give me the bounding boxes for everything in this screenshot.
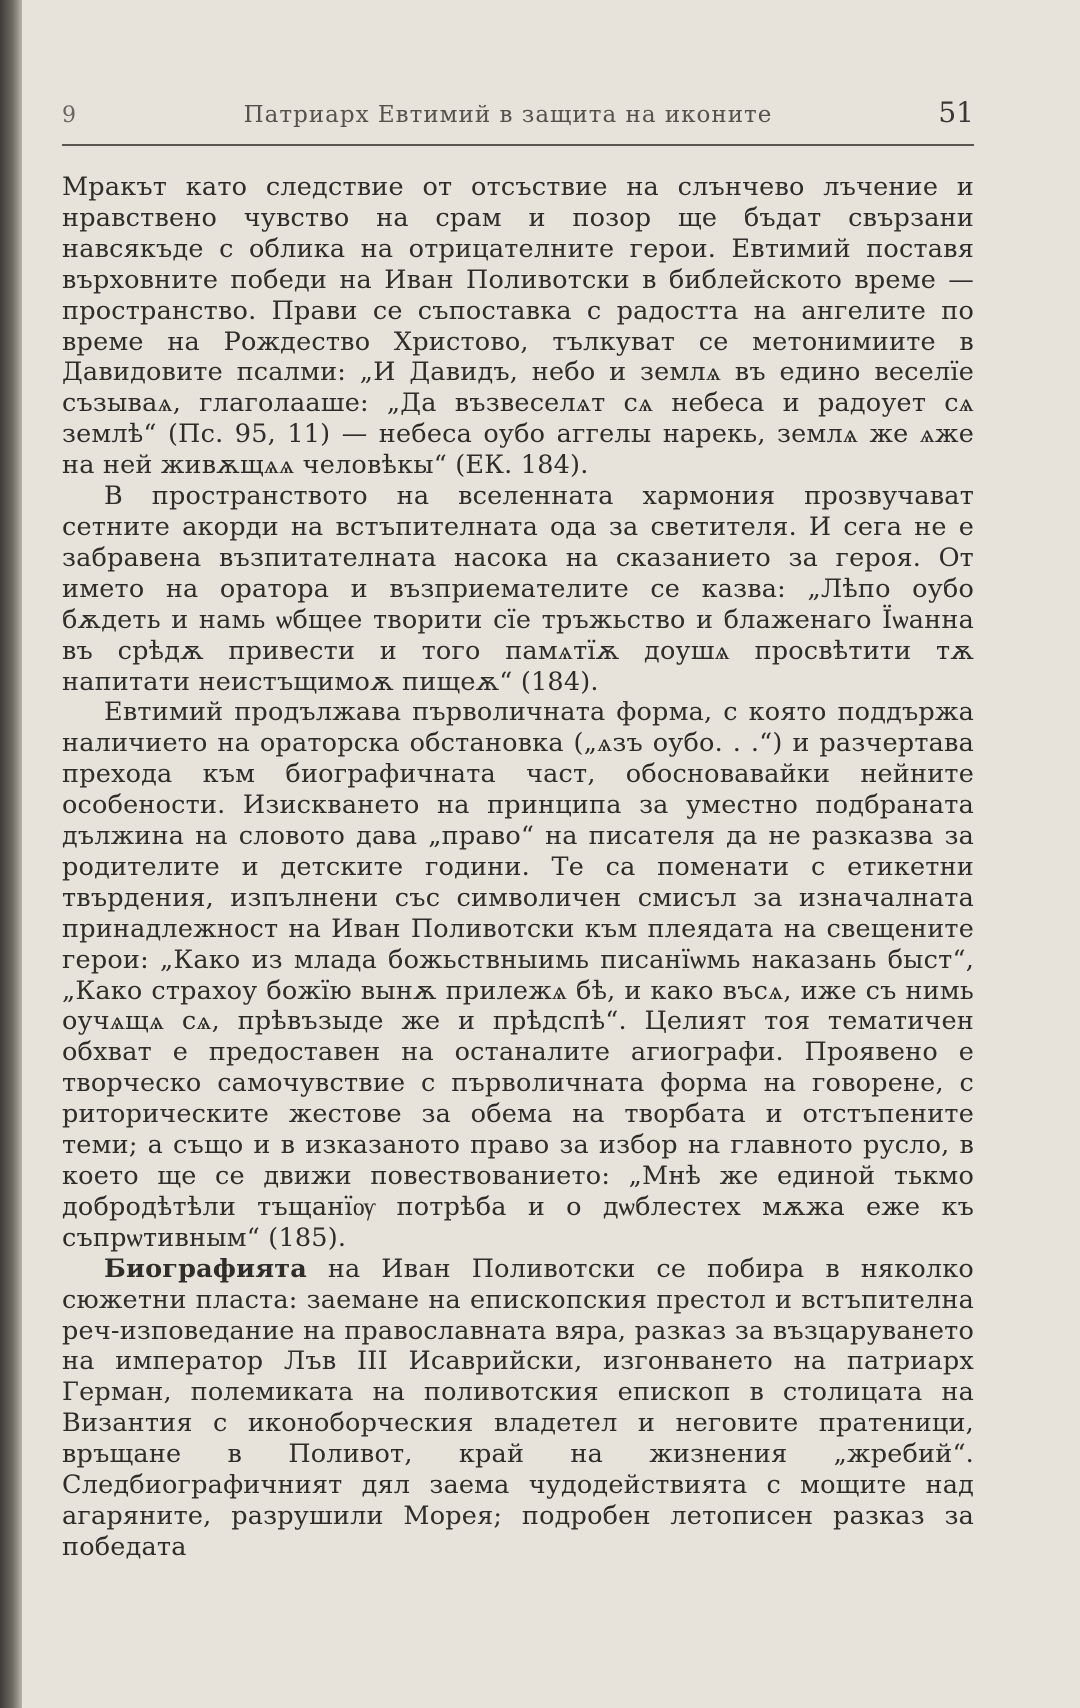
paragraph-4 bbox=[62, 1254, 974, 1563]
header-rule bbox=[62, 144, 974, 146]
page-header bbox=[62, 96, 974, 134]
paragraph-4-lead: Биографията bbox=[104, 1253, 307, 1284]
book-page bbox=[62, 96, 974, 1563]
paragraph-3 bbox=[62, 697, 974, 1253]
paragraph-1 bbox=[62, 172, 974, 481]
paragraph-2-text: В пространството на вселенната хармония прозвучават сетните акорди на встъпителната ода за светителя. И сега не е забравена възпитателната насока на сказанието за героя. От името на оратора и възприемателите се казва: „Лѣпо оубо бѫдеть и намь ѡбщее творити сїе тръжьство и блаженаго Їѡанна въ срѣдѫ привести и того памѧтїѫ доушѧ просвѣтити тѫ напитати неистъщимоѫ пищеѫ“ (184). bbox=[62, 481, 974, 697]
signature-mark: 9 bbox=[62, 103, 76, 128]
paragraph-1-text: Мракът като следствие от отсъствие на слънчево лъчение и нравствено чувство на срам и позор ще бъдат свързани навсякъде с облика на отрицателните герои. Евтимий поставя върховните победи на Иван Поливотски в библейското време — пространство. Прави се съпоставка с радостта на ангелите по време на Рождество Христово, тълкуват се метонимиите в Давидовите псалми: „И Давидъ, небо и землѧ въ едино веселїе съзываѧ, глаголааше: „Да възвеселѧт сѧ небеса и радоует сѧ землѣ“ (Пс. 95, 11) — небеса оубо аггелы нарекь, землѧ же ѧже на ней живѫщѧѧ человѣкы“ (ЕК. 184). bbox=[62, 172, 974, 481]
body-text bbox=[62, 172, 974, 1563]
page-number: 51 bbox=[938, 96, 974, 129]
book-spine-shadow bbox=[0, 0, 22, 1708]
paragraph-4-text: на Иван Поливотски се побира в няколко сюжетни пласта: заемане на епископския престол и встъпителна реч-изповедание на православната вяра, разказ за възцаруването на император Лъв III Исаврийски, изгонването на патриарх Герман, полемиката на поливотския епископ в столицата на Византия с иконоборческия владетел и неговите пратеници, връщане в Поливот, край на жизнения „жребий“. Следбиографичният дял заема чудодействията с мощите над агаряните, разрушили Морея; подробен летописен разказ за победата bbox=[62, 1253, 974, 1562]
paragraph-3-text: Евтимий продължава първоличната форма, с която поддържа наличието на ораторска обстановка („ѧзъ оубо. . .“) и разчертава прехода към биографичната част, обосновавайки нейните особености. Изискването на принципа за уместно подбраната дължина на словото дава „право“ на писателя да не разказва за родителите и детските години. Те са поменати с етикетни твърдения, изпълнени със символичен смисъл за изначалната принадлежност на Иван Поливотски към плеядата на свещените герои: „Како из млада божьствныимь писанїѡмь наказань быст“, „Како страхоу божїю вынѫ прилежѧ бѣ, и како въсѧ, иже съ нимь оучѧщѧ сѧ, прѣвъзыде же и прѣдспѣ“. Целият тоя тематичен обхват е предоставен на останалите агиографи. Проявено е творческо самочувствие с първоличната форма на говорене, с риторическите жестове за обема на творбата и отстъпените теми; а също и в изказаното право за избор на главното русло, в което ще се движи повествованието: „Мнѣ же единой тькмо добродѣтѣли тъщанїѹ потрѣба и о дѡблестех мѫжа еже къ съпрѡтивным“ (185). bbox=[62, 697, 974, 1253]
paragraph-2 bbox=[62, 481, 974, 697]
running-title: Патриарх Евтимий в защита на иконите bbox=[243, 102, 773, 128]
